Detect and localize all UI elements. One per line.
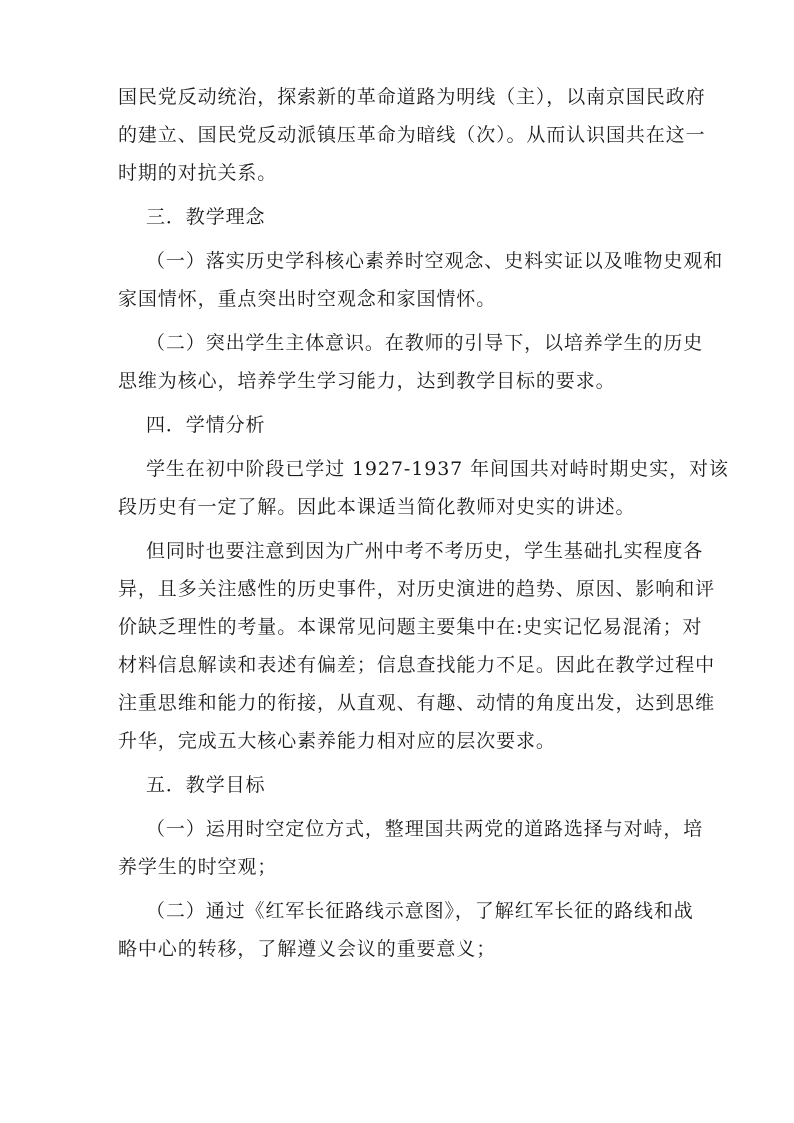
text-line: 学生在初中阶段已学过 1927-1937 年间国共对峙时期史实，对该	[146, 458, 729, 480]
text-line: 家国情怀，重点突出时空观念和家国情怀。	[118, 288, 497, 310]
paragraph	[118, 450, 729, 526]
text-line: 国民党反动统治，探索新的革命道路为明线（主），以南京国民政府	[118, 86, 706, 108]
text-line: 养学生的时空观；	[118, 856, 278, 878]
paragraph	[118, 324, 704, 400]
text-line: （二）突出学生主体意识。在教师的引导下，以培养学生的历史	[146, 332, 704, 354]
text-line: 升华，完成五大核心素养能力相对应的层次要求。	[118, 730, 556, 752]
text-line: （一）落实历史学科核心素养时空观念、史料实证以及唯物史观和	[146, 250, 724, 272]
text-line: 时期的对抗关系。	[118, 162, 278, 184]
text-line: 略中心的转移，了解遵义会议的重要意义；	[118, 938, 497, 960]
section-heading-teaching-objectives: 五．教学目标	[146, 774, 266, 796]
document-page	[118, 78, 729, 968]
intro-paragraph	[118, 78, 706, 192]
text-line: 段历史有一定了解。因此本课适当简化教师对史实的讲述。	[118, 496, 636, 518]
text-line: 价缺乏理性的考量。本课常见问题主要集中在:史实记忆易混淆；对	[118, 616, 703, 638]
text-line: （二）通过《红军长征路线示意图》，了解红军长征的路线和战	[146, 900, 694, 922]
paragraph	[118, 892, 694, 968]
paragraph	[118, 532, 716, 760]
text-line: （一）运用时空定位方式，整理国共两党的道路选择与对峙，培	[146, 818, 704, 840]
section-heading-student-analysis: 四．学情分析	[146, 414, 266, 436]
text-line: 注重思维和能力的衔接，从直观、有趣、动情的角度出发，达到思维	[118, 692, 716, 714]
text-line: 异，且多关注感性的历史事件，对历史演进的趋势、原因、影响和评	[118, 578, 716, 600]
text-line: 材料信息解读和表述有偏差；信息查找能力不足。因此在教学过程中	[118, 654, 716, 676]
text-line: 的建立、国民党反动派镇压革命为暗线（次）。从而认识国共在这一	[118, 124, 706, 146]
paragraph	[118, 810, 704, 886]
section-heading-teaching-philosophy: 三．教学理念	[146, 206, 266, 228]
text-line: 但同时也要注意到因为广州中考不考历史，学生基础扎实程度各	[146, 540, 704, 562]
text-line: 思维为核心，培养学生学习能力，达到教学目标的要求。	[118, 370, 616, 392]
paragraph	[118, 242, 724, 318]
